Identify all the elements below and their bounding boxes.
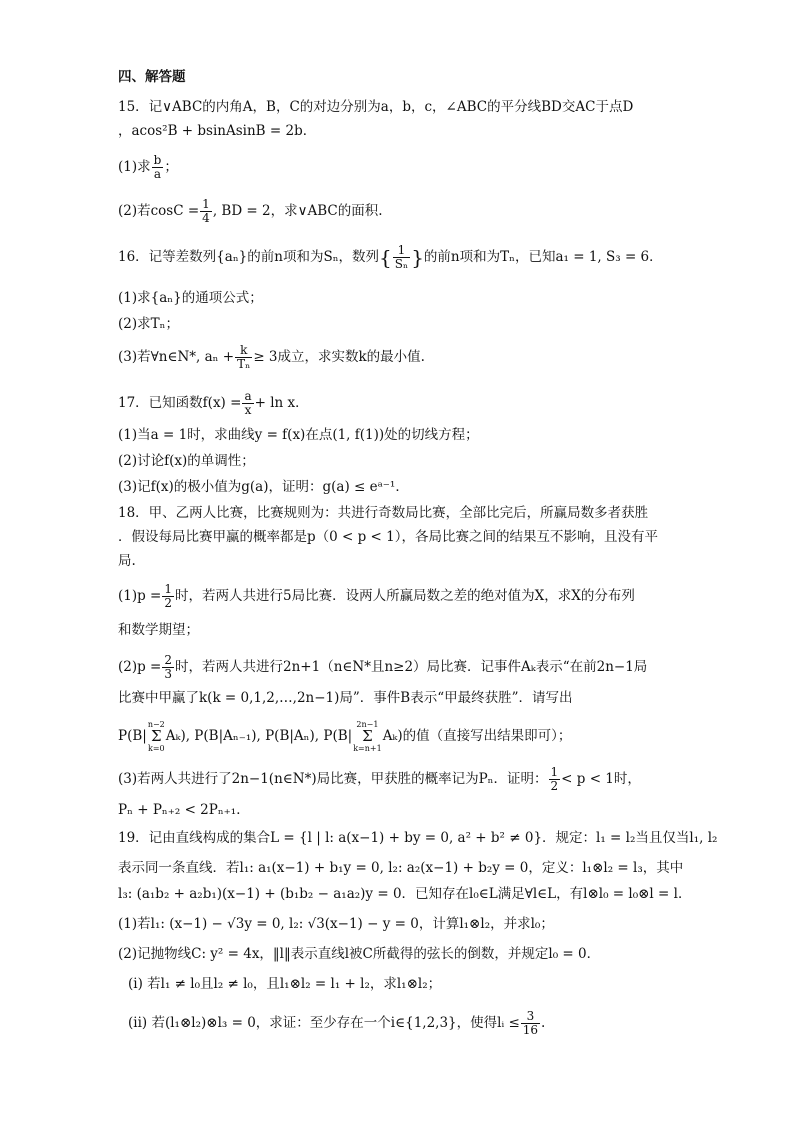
q17-stem: 17．已知函数f(x) = $\frac{a}{x}$ + ln x．: [118, 389, 309, 417]
q18-stem-line-2: ．假设每局比赛甲赢的概率都是p（0 < p < 1），各局比赛之间的结果互不影响，且没有平: [118, 529, 658, 545]
q17-part-3: (3)记f(x)的极小值为g(a)，证明：g(a) ≤ eᵃ⁻¹．: [118, 479, 409, 495]
q18-part-1: (1)p = $\frac{1}{2}$ 时，若两人共进行5局比赛．设两人所赢局数之差的绝对值为X，求X的分布列: [118, 582, 635, 610]
sum-symbol-2: 2n−1 Σ k=n+1: [353, 720, 382, 753]
q17-part-2: (2)讨论f(x)的单调性；: [118, 453, 255, 469]
q18-fraction-two-thirds: $\frac{2}{3}$: [164, 653, 173, 681]
q18-stem-line-1: 18．甲、乙两人比赛，比赛规则为：共进行奇数局比赛，全部比完后，所赢局数多者获胜: [118, 505, 649, 521]
q19-part-2-i: (i) 若l₁ ≠ l₀且l₂ ≠ l₀，且l₁⊗l₂ = l₁ + l₂，求l₁⊗l₂；: [128, 976, 442, 992]
q19-stem-line-1: 19．记由直线构成的集合L = {l | l: a(x−1) + by = 0, a² + b² ≠ 0}．规定：l₁ = l₂当且仅当l₁, l₂: [118, 830, 718, 846]
q19-stem-line-2: 表示同一条直线．若l₁: a₁(x−1) + b₁y = 0, l₂: a₂(x−1) + b₂y = 0，定义：l₁⊗l₂ = l₃，其中: [118, 860, 684, 876]
q15-fraction-cosC: $\frac{1}{4}$: [202, 197, 210, 225]
q18-fraction-half: $\frac{1}{2}$: [164, 582, 173, 610]
q18-part-3: (3)若两人共进行了2n−1(n∈N*)局比赛，甲获胜的概率记为Pₙ．证明： $\frac{1}{2}$ < p < 1时，: [118, 765, 641, 793]
q18-stem-line-3: 局.: [118, 553, 136, 569]
q19-part-2: (2)记抛物线C: y² = 4x，‖l‖表示直线l被C所截得的弦长的倒数，并规定l₀ = 0．: [118, 946, 601, 962]
q15-part-2: (2)若cosC = $\frac{1}{4}$ , BD = 2，求∨ABC的面积.: [118, 197, 383, 225]
q17-part-1: (1)当a = 1时，求曲线y = f(x)在点(1, f(1))处的切线方程；: [118, 427, 479, 443]
q18-fraction-half-2: $\frac{1}{2}$: [550, 765, 559, 793]
section-title: 四、解答题: [118, 69, 186, 85]
q19-stem-line-3: l₃: (a₁b₂ + a₂b₁)(x−1) + (b₁b₂ − a₁a₂)y = 0．已知存在l₀∈L满足∀l∈L，有l⊗l₀ = l₀⊗l = l．: [118, 886, 692, 902]
q16-part-3: (3)若∀n∈N*, aₙ + $\frac{k}{\text{Tₙ}}$ ≥ 3成立，求实数k的最小值.: [118, 343, 425, 371]
q16-fraction-k-over-Tn: $\frac{k}{\text{Tₙ}}$: [237, 343, 251, 371]
q15-part-1: (1)求 $\frac{b}{a}$ ；: [118, 153, 178, 181]
q16-part-1: (1)求{aₙ}的通项公式；: [118, 290, 263, 306]
q17-fraction-a-over-x: $\frac{a}{x}$: [244, 389, 252, 417]
q19-part-1: (1)若l₁: (x−1) − √3y = 0, l₂: √3(x−1) − y = 0，计算l₁⊗l₂，并求l₀；: [118, 916, 554, 932]
sum-symbol-1: n−2 Σ k=0: [147, 720, 165, 753]
q15-stem-line-2: ，acos²B + bsinAsinB = 2b．: [118, 123, 317, 139]
q18-part-3-cont: Pₙ + Pₙ₊₂ < 2Pₙ₊₁．: [118, 802, 250, 818]
q18-part-2-cont-1: 比赛中甲赢了k(k = 0,1,2,…,2n−1)局”．事件B表示“甲最终获胜”．请写出: [118, 690, 573, 706]
q15-stem-line-1: 15．记∨ABC的内角A，B，C的对边分别为a，b，c，∠ABC的平分线BD交AC于点D: [118, 99, 634, 115]
q16-fraction-1-over-Sn: $\frac{1}{\text{Sₙ}}$: [394, 243, 409, 271]
q18-part-1-cont: 和数学期望；: [118, 622, 199, 638]
q18-part-2-cont-2: P(B|n−2 Σ k=0Aₖ), P(B|Aₙ₋₁), P(B|Aₙ), P(B|2n−1 Σ k=n+1Aₖ)的值（直接写出结果即可）；: [118, 720, 572, 753]
q19-fraction-3-16: $\frac{3}{16}$: [522, 1009, 539, 1037]
q19-part-2-ii: (ii) 若(l₁⊗l₂)⊗l₃ = 0，求证：至少存在一个i∈{1,2,3}，使得lᵢ ≤ $\frac{3}{16}$ .: [128, 1009, 546, 1037]
q16-part-2: (2)求Tₙ；: [118, 316, 179, 332]
q16-stem: 16．记等差数列{aₙ}的前n项和为Sₙ，数列{ $\frac{1}{\text{Sₙ}}$ }的前n项和为Tₙ，已知a₁ = 1, S₃ = 6．: [118, 243, 663, 271]
q18-part-2: (2)p = $\frac{2}{3}$ 时，若两人共进行2n+1（n∈N*且n≥2）局比赛．记事件Aₖ表示“在前2n−1局: [118, 653, 648, 681]
q15-fraction-b-over-a: $\frac{b}{a}$: [153, 153, 162, 181]
